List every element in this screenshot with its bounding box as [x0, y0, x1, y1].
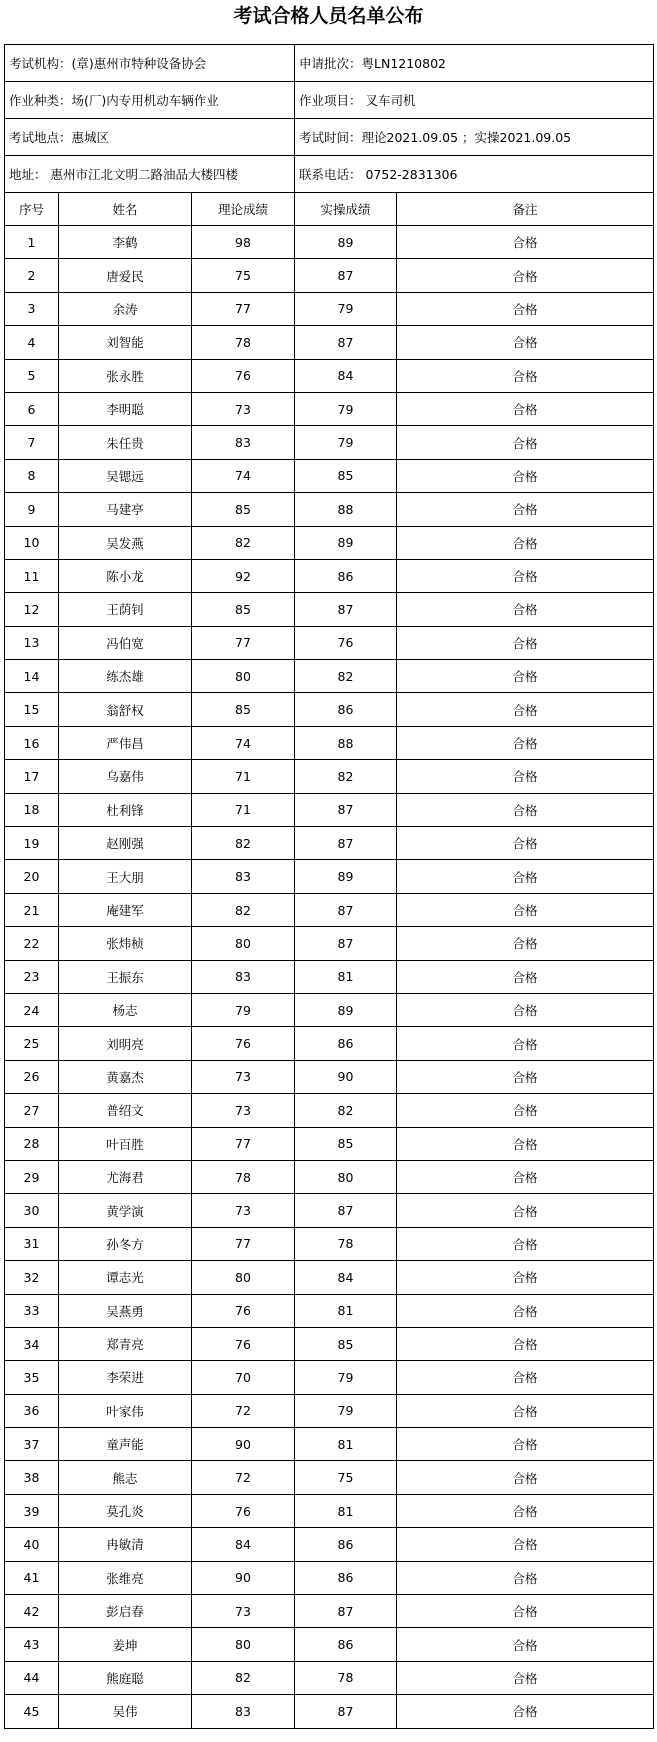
cell-index: 7 [5, 426, 59, 459]
table-row [5, 1695, 654, 1728]
cell-name: 李鹤 [59, 226, 192, 259]
table-row [5, 426, 654, 459]
header-theory-score: 理论成绩 [192, 193, 295, 226]
table-row [5, 292, 654, 325]
cell-practice-score: 89 [295, 226, 397, 259]
cell-practice-score: 86 [295, 1628, 397, 1661]
cell-remark: 合格 [397, 1428, 654, 1461]
header-practice-score: 实操成绩 [295, 193, 397, 226]
cell-theory-score: 75 [192, 259, 295, 292]
table-row [5, 1127, 654, 1160]
qualified-list-table [4, 44, 654, 1729]
table-row [5, 259, 654, 292]
cell-theory-score: 82 [192, 827, 295, 860]
cell-name: 李明聪 [59, 392, 192, 425]
cell-practice-score: 88 [295, 493, 397, 526]
cell-index: 44 [5, 1661, 59, 1694]
cell-theory-score: 80 [192, 1628, 295, 1661]
table-row [5, 993, 654, 1026]
cell-index: 35 [5, 1361, 59, 1394]
cell-name: 冉敏清 [59, 1528, 192, 1561]
cell-name: 黄嘉杰 [59, 1060, 192, 1093]
cell-theory-score: 74 [192, 459, 295, 492]
cell-name: 翁舒权 [59, 693, 192, 726]
cell-remark: 合格 [397, 1160, 654, 1193]
table-row [5, 1060, 654, 1093]
cell-remark: 合格 [397, 827, 654, 860]
cell-name: 吴发燕 [59, 526, 192, 559]
cell-name: 王荫钊 [59, 593, 192, 626]
cell-index: 28 [5, 1127, 59, 1160]
cell-theory-score: 73 [192, 1094, 295, 1127]
table-row [5, 526, 654, 559]
cell-index: 15 [5, 693, 59, 726]
info-row [5, 82, 654, 119]
cell-name: 姜坤 [59, 1628, 192, 1661]
cell-practice-score: 87 [295, 1695, 397, 1728]
cell-theory-score: 76 [192, 359, 295, 392]
cell-theory-score: 83 [192, 960, 295, 993]
table-row [5, 827, 654, 860]
cell-index: 34 [5, 1327, 59, 1360]
table-row [5, 693, 654, 726]
cell-theory-score: 78 [192, 1160, 295, 1193]
cell-index: 6 [5, 392, 59, 425]
cell-remark: 合格 [397, 793, 654, 826]
cell-name: 叶百胜 [59, 1127, 192, 1160]
cell-practice-score: 81 [295, 1428, 397, 1461]
cell-theory-score: 82 [192, 893, 295, 926]
cell-remark: 合格 [397, 1194, 654, 1227]
cell-theory-score: 82 [192, 526, 295, 559]
cell-practice-score: 80 [295, 1160, 397, 1193]
cell-name: 刘智能 [59, 326, 192, 359]
cell-practice-score: 86 [295, 1561, 397, 1594]
cell-theory-score: 72 [192, 1394, 295, 1427]
cell-practice-score: 79 [295, 1394, 397, 1427]
cell-index: 2 [5, 259, 59, 292]
cell-remark: 合格 [397, 593, 654, 626]
cell-practice-score: 88 [295, 726, 397, 759]
cell-name: 郑青亮 [59, 1327, 192, 1360]
cell-theory-score: 83 [192, 426, 295, 459]
header-index: 序号 [5, 193, 59, 226]
info-row [5, 119, 654, 156]
cell-index: 18 [5, 793, 59, 826]
cell-practice-score: 79 [295, 1361, 397, 1394]
cell-theory-score: 73 [192, 1060, 295, 1093]
cell-index: 5 [5, 359, 59, 392]
cell-practice-score: 85 [295, 459, 397, 492]
cell-name: 尤海君 [59, 1160, 192, 1193]
cell-practice-score: 82 [295, 1094, 397, 1127]
cell-theory-score: 77 [192, 292, 295, 325]
table-row [5, 860, 654, 893]
table-row [5, 626, 654, 659]
cell-index: 9 [5, 493, 59, 526]
cell-index: 38 [5, 1461, 59, 1494]
cell-theory-score: 80 [192, 1261, 295, 1294]
cell-remark: 合格 [397, 1628, 654, 1661]
cell-name: 刘明亮 [59, 1027, 192, 1060]
cell-practice-score: 89 [295, 860, 397, 893]
cell-index: 8 [5, 459, 59, 492]
cell-index: 10 [5, 526, 59, 559]
cell-name: 乌嘉伟 [59, 760, 192, 793]
cell-remark: 合格 [397, 1561, 654, 1594]
cell-theory-score: 80 [192, 927, 295, 960]
table-row [5, 1160, 654, 1193]
address: 地址： 惠州市江北文明二路油品大楼四楼 [5, 156, 295, 193]
table-row [5, 1361, 654, 1394]
cell-theory-score: 90 [192, 1428, 295, 1461]
cell-practice-score: 81 [295, 1294, 397, 1327]
cell-remark: 合格 [397, 259, 654, 292]
cell-remark: 合格 [397, 927, 654, 960]
cell-practice-score: 87 [295, 259, 397, 292]
cell-remark: 合格 [397, 1661, 654, 1694]
cell-remark: 合格 [397, 1528, 654, 1561]
cell-index: 33 [5, 1294, 59, 1327]
table-row [5, 1561, 654, 1594]
cell-theory-score: 73 [192, 1595, 295, 1628]
cell-name: 唐爱民 [59, 259, 192, 292]
cell-theory-score: 77 [192, 1127, 295, 1160]
cell-index: 36 [5, 1394, 59, 1427]
cell-index: 41 [5, 1561, 59, 1594]
cell-practice-score: 78 [295, 1661, 397, 1694]
cell-remark: 合格 [397, 493, 654, 526]
cell-index: 30 [5, 1194, 59, 1227]
cell-remark: 合格 [397, 993, 654, 1026]
cell-name: 赵刚强 [59, 827, 192, 860]
cell-practice-score: 86 [295, 559, 397, 592]
table-row [5, 1461, 654, 1494]
cell-remark: 合格 [397, 660, 654, 693]
cell-name: 杨志 [59, 993, 192, 1026]
cell-index: 12 [5, 593, 59, 626]
cell-remark: 合格 [397, 226, 654, 259]
table-row [5, 726, 654, 759]
cell-theory-score: 92 [192, 559, 295, 592]
cell-name: 普绍文 [59, 1094, 192, 1127]
cell-remark: 合格 [397, 459, 654, 492]
cell-index: 24 [5, 993, 59, 1026]
cell-remark: 合格 [397, 1394, 654, 1427]
cell-remark: 合格 [397, 860, 654, 893]
cell-remark: 合格 [397, 1127, 654, 1160]
cell-practice-score: 87 [295, 827, 397, 860]
cell-practice-score: 85 [295, 1127, 397, 1160]
cell-remark: 合格 [397, 426, 654, 459]
cell-name: 陈小龙 [59, 559, 192, 592]
cell-practice-score: 87 [295, 893, 397, 926]
table-row [5, 392, 654, 425]
cell-name: 马建亭 [59, 493, 192, 526]
cell-remark: 合格 [397, 526, 654, 559]
cell-index: 45 [5, 1695, 59, 1728]
cell-practice-score: 89 [295, 526, 397, 559]
cell-name: 谭志光 [59, 1261, 192, 1294]
cell-name: 彭启春 [59, 1595, 192, 1628]
cell-practice-score: 82 [295, 660, 397, 693]
cell-name: 孙冬方 [59, 1227, 192, 1260]
table-row [5, 1027, 654, 1060]
table-row [5, 1194, 654, 1227]
cell-name: 吴伟 [59, 1695, 192, 1728]
cell-remark: 合格 [397, 693, 654, 726]
cell-remark: 合格 [397, 1294, 654, 1327]
cell-remark: 合格 [397, 292, 654, 325]
cell-practice-score: 90 [295, 1060, 397, 1093]
cell-index: 1 [5, 226, 59, 259]
cell-remark: 合格 [397, 1060, 654, 1093]
cell-index: 40 [5, 1528, 59, 1561]
cell-theory-score: 82 [192, 1661, 295, 1694]
cell-name: 吴锶远 [59, 459, 192, 492]
cell-remark: 合格 [397, 1461, 654, 1494]
table-row [5, 1628, 654, 1661]
cell-remark: 合格 [397, 893, 654, 926]
cell-name: 练杰雄 [59, 660, 192, 693]
cell-index: 14 [5, 660, 59, 693]
cell-theory-score: 77 [192, 626, 295, 659]
table-row [5, 660, 654, 693]
cell-practice-score: 79 [295, 426, 397, 459]
cell-index: 20 [5, 860, 59, 893]
cell-remark: 合格 [397, 559, 654, 592]
cell-remark: 合格 [397, 760, 654, 793]
cell-index: 11 [5, 559, 59, 592]
table-row [5, 1294, 654, 1327]
cell-practice-score: 79 [295, 292, 397, 325]
table-row [5, 459, 654, 492]
cell-index: 26 [5, 1060, 59, 1093]
cell-practice-score: 87 [295, 1595, 397, 1628]
cell-index: 23 [5, 960, 59, 993]
exam-batch: 申请批次：粤LN1210802 [295, 45, 654, 82]
table-row [5, 1494, 654, 1527]
cell-practice-score: 79 [295, 392, 397, 425]
cell-index: 13 [5, 626, 59, 659]
cell-index: 25 [5, 1027, 59, 1060]
cell-remark: 合格 [397, 960, 654, 993]
cell-name: 余涛 [59, 292, 192, 325]
cell-practice-score: 84 [295, 1261, 397, 1294]
cell-name: 童声能 [59, 1428, 192, 1461]
cell-theory-score: 79 [192, 993, 295, 1026]
info-row [5, 156, 654, 193]
table-row [5, 1261, 654, 1294]
cell-theory-score: 76 [192, 1027, 295, 1060]
table-row [5, 226, 654, 259]
table-row [5, 1528, 654, 1561]
cell-theory-score: 85 [192, 593, 295, 626]
cell-index: 37 [5, 1428, 59, 1461]
cell-remark: 合格 [397, 392, 654, 425]
table-row [5, 559, 654, 592]
cell-name: 王振东 [59, 960, 192, 993]
cell-theory-score: 85 [192, 493, 295, 526]
cell-name: 莫孔炎 [59, 1494, 192, 1527]
cell-remark: 合格 [397, 1494, 654, 1527]
cell-index: 19 [5, 827, 59, 860]
cell-remark: 合格 [397, 626, 654, 659]
cell-name: 张维亮 [59, 1561, 192, 1594]
cell-theory-score: 71 [192, 760, 295, 793]
table-row [5, 893, 654, 926]
contact-phone: 联系电话： 0752-2831306 [295, 156, 654, 193]
table-header-row [5, 193, 654, 226]
exam-time: 考试时间：理论2021.09.05 ；实操2021.09.05 [295, 119, 654, 156]
cell-name: 张炜桢 [59, 927, 192, 960]
cell-practice-score: 86 [295, 1528, 397, 1561]
cell-remark: 合格 [397, 1261, 654, 1294]
cell-name: 熊庭聪 [59, 1661, 192, 1694]
header-remark: 备注 [397, 193, 654, 226]
cell-theory-score: 76 [192, 1494, 295, 1527]
cell-remark: 合格 [397, 1695, 654, 1728]
cell-theory-score: 84 [192, 1528, 295, 1561]
work-item: 作业项目： 叉车司机 [295, 82, 654, 119]
work-type: 作业种类：场(厂)内专用机动车辆作业 [5, 82, 295, 119]
cell-theory-score: 83 [192, 1695, 295, 1728]
page-title: 考试合格人员名单公布 [233, 5, 424, 27]
cell-theory-score: 80 [192, 660, 295, 693]
cell-practice-score: 81 [295, 1494, 397, 1527]
cell-practice-score: 87 [295, 1194, 397, 1227]
cell-index: 16 [5, 726, 59, 759]
cell-name: 吴燕勇 [59, 1294, 192, 1327]
cell-practice-score: 86 [295, 693, 397, 726]
cell-index: 27 [5, 1094, 59, 1127]
info-row [5, 45, 654, 82]
table-row [5, 1428, 654, 1461]
cell-index: 22 [5, 927, 59, 960]
cell-practice-score: 89 [295, 993, 397, 1026]
cell-practice-score: 82 [295, 760, 397, 793]
cell-remark: 合格 [397, 326, 654, 359]
table-row [5, 1595, 654, 1628]
cell-practice-score: 81 [295, 960, 397, 993]
cell-remark: 合格 [397, 1094, 654, 1127]
exam-location: 考试地点：惠城区 [5, 119, 295, 156]
cell-theory-score: 85 [192, 693, 295, 726]
exam-org: 考试机构：(章)惠州市特种设备协会 [5, 45, 295, 82]
cell-name: 严伟昌 [59, 726, 192, 759]
cell-index: 31 [5, 1227, 59, 1260]
cell-name: 叶家伟 [59, 1394, 192, 1427]
cell-theory-score: 71 [192, 793, 295, 826]
cell-theory-score: 73 [192, 392, 295, 425]
cell-theory-score: 76 [192, 1294, 295, 1327]
cell-remark: 合格 [397, 726, 654, 759]
table-row [5, 960, 654, 993]
cell-name: 王大朋 [59, 860, 192, 893]
cell-remark: 合格 [397, 1327, 654, 1360]
cell-index: 4 [5, 326, 59, 359]
cell-remark: 合格 [397, 1361, 654, 1394]
cell-theory-score: 90 [192, 1561, 295, 1594]
cell-index: 17 [5, 760, 59, 793]
table-row [5, 1227, 654, 1260]
cell-practice-score: 84 [295, 359, 397, 392]
table-row [5, 927, 654, 960]
cell-name: 熊志 [59, 1461, 192, 1494]
table-row [5, 1394, 654, 1427]
cell-index: 3 [5, 292, 59, 325]
cell-remark: 合格 [397, 1595, 654, 1628]
cell-practice-score: 86 [295, 1027, 397, 1060]
cell-name: 朱任贵 [59, 426, 192, 459]
cell-index: 21 [5, 893, 59, 926]
cell-practice-score: 87 [295, 927, 397, 960]
cell-remark: 合格 [397, 359, 654, 392]
table-row [5, 359, 654, 392]
table-row [5, 760, 654, 793]
cell-remark: 合格 [397, 1227, 654, 1260]
cell-index: 32 [5, 1261, 59, 1294]
table-row [5, 1661, 654, 1694]
cell-practice-score: 75 [295, 1461, 397, 1494]
cell-practice-score: 85 [295, 1327, 397, 1360]
cell-index: 29 [5, 1160, 59, 1193]
table-row [5, 793, 654, 826]
table-row [5, 593, 654, 626]
cell-name: 黄学演 [59, 1194, 192, 1227]
table-row [5, 493, 654, 526]
cell-remark: 合格 [397, 1027, 654, 1060]
cell-theory-score: 70 [192, 1361, 295, 1394]
cell-theory-score: 78 [192, 326, 295, 359]
cell-theory-score: 72 [192, 1461, 295, 1494]
cell-theory-score: 74 [192, 726, 295, 759]
table-row [5, 326, 654, 359]
cell-theory-score: 98 [192, 226, 295, 259]
cell-practice-score: 87 [295, 793, 397, 826]
cell-index: 43 [5, 1628, 59, 1661]
cell-practice-score: 87 [295, 593, 397, 626]
cell-theory-score: 73 [192, 1194, 295, 1227]
cell-name: 张永胜 [59, 359, 192, 392]
header-name: 姓名 [59, 193, 192, 226]
cell-theory-score: 83 [192, 860, 295, 893]
cell-name: 杜利锋 [59, 793, 192, 826]
cell-name: 冯伯宽 [59, 626, 192, 659]
table-row [5, 1094, 654, 1127]
cell-index: 39 [5, 1494, 59, 1527]
cell-practice-score: 78 [295, 1227, 397, 1260]
cell-practice-score: 76 [295, 626, 397, 659]
cell-practice-score: 87 [295, 326, 397, 359]
cell-theory-score: 77 [192, 1227, 295, 1260]
cell-name: 庵建军 [59, 893, 192, 926]
cell-index: 42 [5, 1595, 59, 1628]
cell-name: 李荣进 [59, 1361, 192, 1394]
table-row [5, 1327, 654, 1360]
cell-theory-score: 76 [192, 1327, 295, 1360]
